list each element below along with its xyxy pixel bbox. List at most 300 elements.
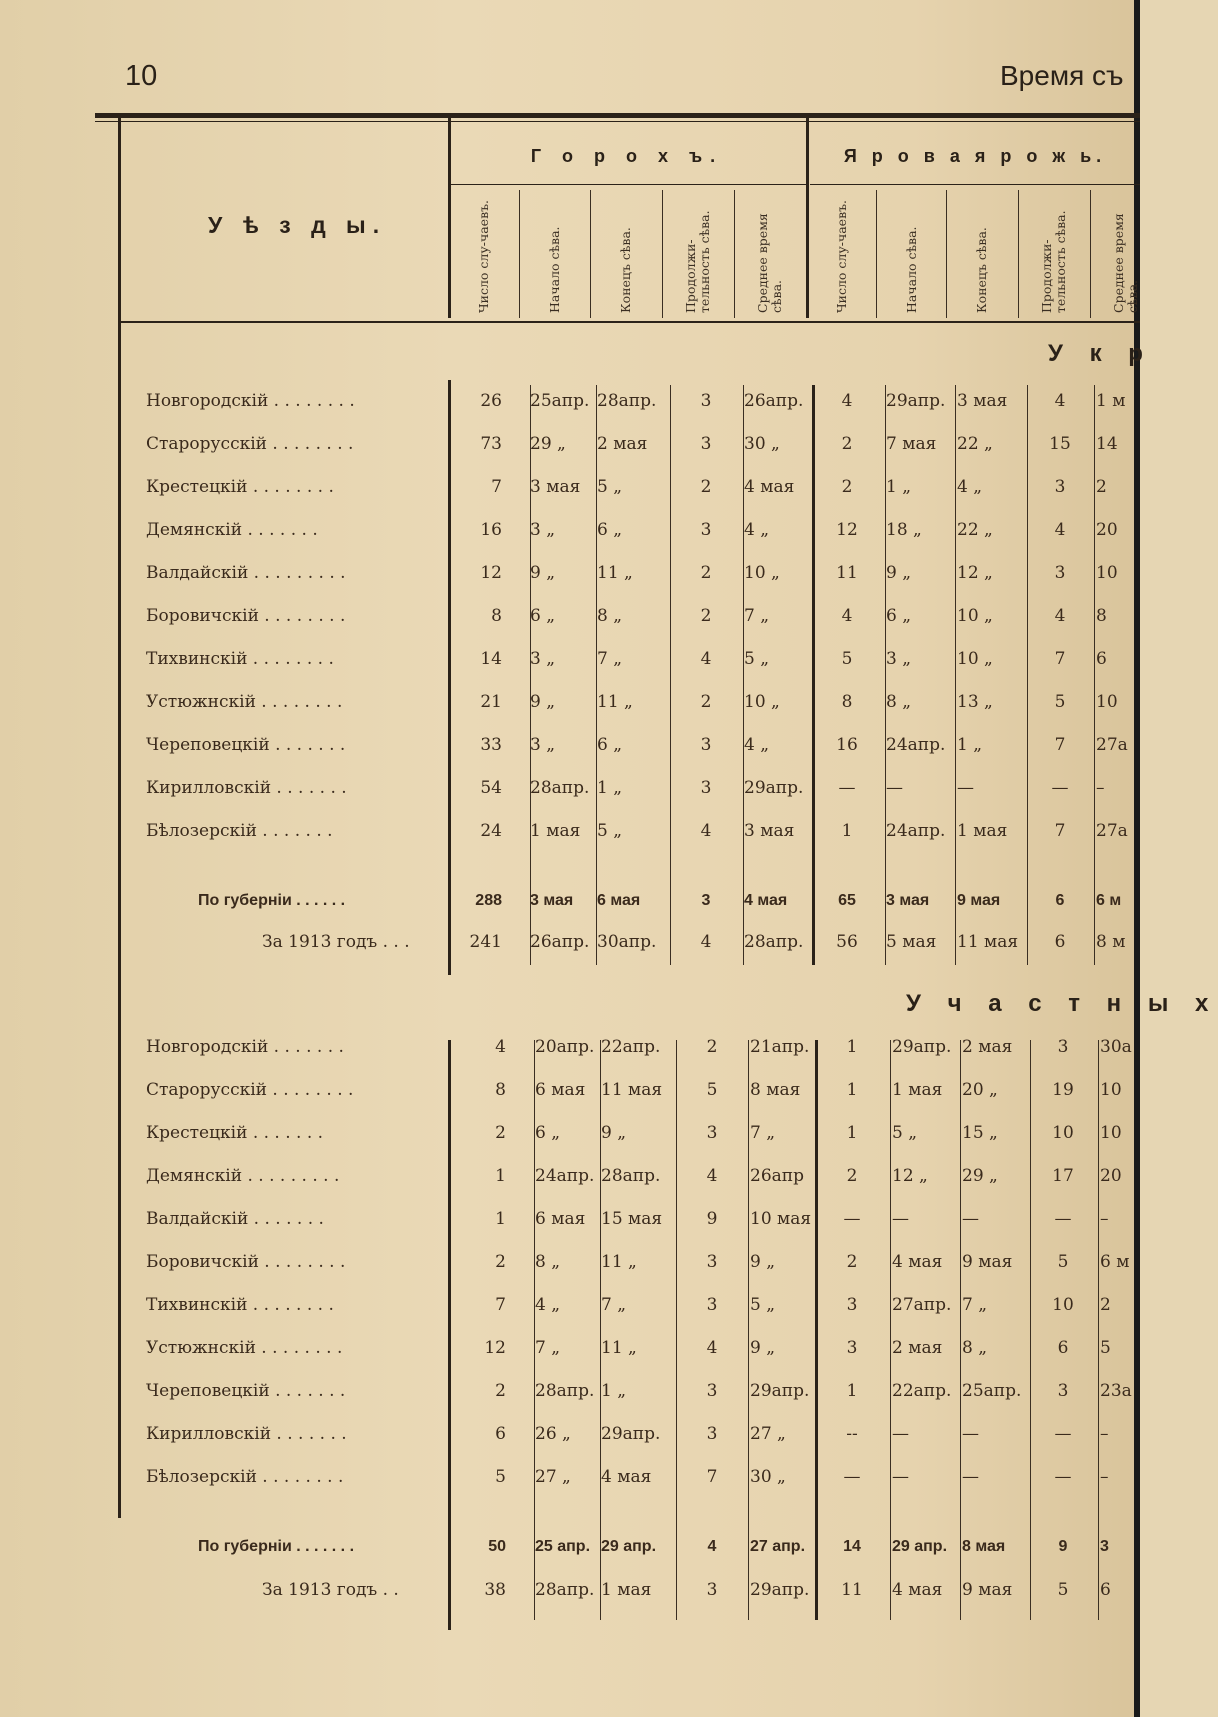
table-cell: 14 <box>480 649 502 669</box>
table-cell: 4 <box>700 821 712 841</box>
column-header: Число слу-чаевъ. <box>476 199 491 313</box>
col-sep <box>662 190 663 318</box>
district-name: Боровичскій . . . . . . . . <box>146 606 346 626</box>
district-name: Старорусскій . . . . . . . . <box>146 434 354 454</box>
table-cell: 3 „ <box>530 735 556 755</box>
table-cell: 3 <box>706 1252 718 1272</box>
table-cell: 7 „ <box>535 1338 561 1358</box>
table-cell: 29апр. <box>601 1424 661 1444</box>
table-cell: 3 <box>1054 477 1066 497</box>
table-cell: 4 <box>1054 606 1066 626</box>
top-rule-thin <box>95 121 1140 122</box>
table-cell: – <box>1096 778 1105 798</box>
table-cell: 10 „ <box>957 649 993 669</box>
table-row <box>0 644 1140 674</box>
table-row <box>0 1419 1140 1449</box>
table-cell: 4 <box>700 649 712 669</box>
table-cell: 10 „ <box>957 606 993 626</box>
table-cell: 1 мая <box>601 1580 652 1600</box>
table-cell: 29 апр. <box>601 1538 657 1555</box>
table-cell: 1 м <box>1096 391 1126 411</box>
table-cell: 2 <box>700 477 712 497</box>
table-cell: 3 мая <box>886 892 930 909</box>
table-cell: 20 <box>1096 520 1118 540</box>
table-cell: 29 „ <box>962 1166 998 1186</box>
table-cell: 8 „ <box>535 1252 561 1272</box>
table-cell: 5 <box>841 649 853 669</box>
table-cell: 10 <box>1100 1123 1122 1143</box>
table-cell: — <box>962 1467 979 1487</box>
table-cell: 22апр. <box>892 1381 952 1401</box>
table-row <box>0 558 1140 588</box>
table-cell: 2 <box>841 434 853 454</box>
column-header: Начало сѣва. <box>904 226 919 313</box>
table-cell: 3 „ <box>530 520 556 540</box>
table-cell: 1 „ <box>957 735 983 755</box>
table-cell: 288 <box>475 892 502 909</box>
table-cell: 25апр. <box>530 391 590 411</box>
table-cell: 14 <box>1096 434 1118 454</box>
table-cell: 3 <box>846 1338 858 1358</box>
table-cell: 3 <box>706 1123 718 1143</box>
district-name: Демянскій . . . . . . . . . <box>146 1166 340 1186</box>
column-header: Конецъ сѣва. <box>618 227 633 313</box>
table-cell: 5 „ <box>892 1123 918 1143</box>
table-cell: — <box>892 1467 909 1487</box>
table-row <box>0 816 1140 846</box>
table-cell: 13 „ <box>957 692 993 712</box>
table-cell: 12 „ <box>892 1166 928 1186</box>
table-cell: 27 апр. <box>750 1538 806 1555</box>
group-title-spring-rye: Я р о в а я р о ж ь. <box>843 146 1107 166</box>
table-cell: — <box>892 1424 909 1444</box>
table-cell: 29апр. <box>892 1037 952 1057</box>
table-cell: 9 „ <box>601 1123 627 1143</box>
table-cell: 18 „ <box>886 520 922 540</box>
column-header: Продолжи-тельность сѣва. <box>683 210 712 313</box>
table-row <box>0 1290 1140 1320</box>
table-cell: 29 „ <box>530 434 566 454</box>
table-cell: 10 <box>1100 1080 1122 1100</box>
table-cell: 5 <box>1054 692 1066 712</box>
table-cell: 9 „ <box>886 563 912 583</box>
table-row <box>0 601 1140 631</box>
table-cell: 7 „ <box>744 606 770 626</box>
table-cell: 2 <box>846 1166 858 1186</box>
table-cell: 3 <box>700 735 712 755</box>
table-total-row <box>0 1532 1140 1562</box>
table-cell: — <box>892 1209 909 1229</box>
table-cell: 16 <box>836 735 858 755</box>
group-title-rule-2 <box>810 184 1140 185</box>
table-cell: 4 мая <box>601 1467 652 1487</box>
column-header: Продолжи-тельность сѣва. <box>1039 210 1068 313</box>
table-cell: 17 <box>1052 1166 1074 1186</box>
table-cell: 30а <box>1100 1037 1132 1057</box>
table-cell: 4 <box>700 932 712 952</box>
table-cell: 2 <box>700 606 712 626</box>
table-cell: 2 <box>495 1381 506 1401</box>
table-cell: 1 <box>841 821 853 841</box>
table-row <box>0 515 1140 545</box>
table-cell: — <box>962 1424 979 1444</box>
table-cell: 10 „ <box>744 563 780 583</box>
table-cell: 1 <box>846 1080 858 1100</box>
table-cell: 4 <box>841 391 853 411</box>
table-cell: 4 <box>1054 391 1066 411</box>
table-cell: 2 <box>841 477 853 497</box>
table-cell: 4 мая <box>744 892 788 909</box>
table-cell: 3 <box>706 1580 718 1600</box>
table-cell: 29апр. <box>886 391 946 411</box>
table-row <box>0 1161 1140 1191</box>
table-row <box>0 1032 1140 1062</box>
table-cell: – <box>1100 1424 1109 1444</box>
table-cell: 20 <box>1100 1166 1122 1186</box>
table-cell: 1 <box>495 1209 506 1229</box>
table-cell: 27 „ <box>750 1424 786 1444</box>
table-cell: 3 „ <box>530 649 556 669</box>
table-cell: 6 мая <box>535 1209 586 1229</box>
table-cell: 3 <box>706 1381 718 1401</box>
district-name: Череповецкій . . . . . . . <box>146 1381 346 1401</box>
table-cell: 24апр. <box>535 1166 595 1186</box>
table-cell: 1 <box>495 1166 506 1186</box>
table-cell: — <box>1054 1424 1072 1444</box>
table-cell: 11 <box>836 563 858 583</box>
district-name: Череповецкій . . . . . . . <box>146 735 346 755</box>
table-cell: 28апр. <box>530 778 590 798</box>
section-title-private: У ч а с т н ы х <box>906 990 1218 1017</box>
table-cell: 73 <box>480 434 502 454</box>
table-cell: 2 <box>1100 1295 1111 1315</box>
table-cell: 3 <box>1057 1037 1069 1057</box>
col-sep <box>1018 190 1019 318</box>
table-cell: 10 мая <box>750 1209 812 1229</box>
table-cell: 28апр. <box>535 1580 595 1600</box>
table-cell: 2 мая <box>597 434 648 454</box>
district-name: Демянскій . . . . . . . <box>146 520 318 540</box>
table-cell: 4 <box>495 1037 506 1057</box>
table-row <box>0 730 1140 760</box>
district-name: Бѣлозерскій . . . . . . . . <box>146 1467 344 1487</box>
table-cell: 6 <box>495 1424 506 1444</box>
table-cell: 4 „ <box>535 1295 561 1315</box>
header-bottom-rule <box>118 321 1140 323</box>
table-cell: 6 <box>1055 892 1065 909</box>
column-header: Конецъ сѣва. <box>974 227 989 313</box>
table-cell: 10 <box>1096 563 1118 583</box>
table-cell: 8 <box>491 606 502 626</box>
table-cell: 3 „ <box>886 649 912 669</box>
table-cell: 6 „ <box>886 606 912 626</box>
table-cell: 25апр. <box>962 1381 1022 1401</box>
table-cell: 6 „ <box>530 606 556 626</box>
table-cell: 7 <box>495 1295 506 1315</box>
table-cell: -- <box>846 1424 858 1444</box>
table-cell: 8 <box>841 692 853 712</box>
table-cell: 16 <box>480 520 502 540</box>
table-cell: 20 „ <box>962 1080 998 1100</box>
table-cell: 1 мая <box>892 1080 943 1100</box>
table-cell: 3 мая <box>530 477 581 497</box>
table-cell: 4 <box>841 606 853 626</box>
table-cell: 23а <box>1100 1381 1132 1401</box>
table-cell: 6 „ <box>535 1123 561 1143</box>
table-cell: 33 <box>480 735 502 755</box>
table-row <box>0 1204 1140 1234</box>
table-cell: 3 <box>706 1424 718 1444</box>
table-cell: 10 <box>1096 692 1118 712</box>
table-cell: — <box>962 1209 979 1229</box>
col-sep <box>876 190 877 318</box>
table-cell: 21 <box>480 692 502 712</box>
table-cell: 14 <box>843 1538 861 1555</box>
table-cell: — <box>1051 778 1069 798</box>
table-cell: 12 „ <box>957 563 993 583</box>
table-cell: 9 „ <box>530 563 556 583</box>
table-row <box>0 429 1140 459</box>
table-cell: 5 <box>706 1080 718 1100</box>
district-name: Крестецкій . . . . . . . <box>146 1123 324 1143</box>
table-cell: 11 „ <box>597 563 633 583</box>
table-cell: 2 <box>700 692 712 712</box>
table-cell: 3 <box>700 434 712 454</box>
table-cell: 5 <box>1057 1252 1069 1272</box>
table-cell: 7 <box>1054 821 1066 841</box>
table-cell: 7 <box>1054 735 1066 755</box>
table-cell: 1 <box>846 1037 858 1057</box>
district-name: Старорусскій . . . . . . . . <box>146 1080 354 1100</box>
table-cell: 5 „ <box>597 477 623 497</box>
table-cell: 6 „ <box>597 735 623 755</box>
table-cell: 5 <box>495 1467 506 1487</box>
table-cell: 3 мая <box>530 892 574 909</box>
table-cell: 11 <box>841 1580 863 1600</box>
table-cell: 5 „ <box>744 649 770 669</box>
table-cell: 8 „ <box>962 1338 988 1358</box>
table-cell: 10 <box>1052 1123 1074 1143</box>
district-name: Новгородскій . . . . . . . <box>146 1037 344 1057</box>
table-cell: 50 <box>488 1538 506 1555</box>
section-title-crown-lands: У к р <box>1048 340 1153 367</box>
district-name: По губерніи . . . . . . . <box>198 1538 355 1555</box>
table-cell: 3 <box>1054 563 1066 583</box>
table-cell: 3 мая <box>957 391 1008 411</box>
table-cell: 29 апр. <box>892 1538 948 1555</box>
table-cell: 27а <box>1096 735 1128 755</box>
table-cell: 3 <box>700 520 712 540</box>
table-cell: 30 „ <box>744 434 780 454</box>
table-cell: 3 <box>1057 1381 1069 1401</box>
table-cell: 1 „ <box>886 477 912 497</box>
table-cell: 4 <box>707 1538 717 1555</box>
table-cell: 9 „ <box>750 1252 776 1272</box>
table-cell: 22 „ <box>957 434 993 454</box>
table-row <box>0 386 1140 416</box>
table-cell: 9 мая <box>962 1580 1013 1600</box>
table-cell: 1 мая <box>957 821 1008 841</box>
table-cell: 8 „ <box>886 692 912 712</box>
table-cell: 7 „ <box>962 1295 988 1315</box>
table-cell: 6 <box>1096 649 1107 669</box>
table-cell: 8 <box>495 1080 506 1100</box>
table-cell: 2 <box>495 1123 506 1143</box>
table-cell: — <box>1054 1467 1072 1487</box>
col-sep <box>590 190 591 318</box>
district-name: Тихвинскій . . . . . . . . <box>146 649 334 669</box>
table-cell: 9 <box>706 1209 718 1229</box>
table-cell: 29апр. <box>750 1381 810 1401</box>
table-cell: 10 <box>1052 1295 1074 1315</box>
table-total-row <box>0 886 1140 916</box>
district-name: Валдайскій . . . . . . . <box>146 1209 324 1229</box>
table-cell: — <box>1054 1209 1072 1229</box>
table-cell: 4 мая <box>892 1252 943 1272</box>
column-header: Число слу-чаевъ. <box>834 199 849 313</box>
table-cell: 11 мая <box>601 1080 663 1100</box>
table-cell: 6 м <box>1100 1252 1130 1272</box>
table-cell: 4 „ <box>957 477 983 497</box>
table-cell: 22апр. <box>601 1037 661 1057</box>
table-cell: 24 <box>480 821 502 841</box>
table-cell: 1 мая <box>530 821 581 841</box>
table-cell: 3 <box>706 1295 718 1315</box>
district-name: Кирилловскій . . . . . . . <box>146 778 347 798</box>
table-row <box>0 1462 1140 1492</box>
table-cell: 9 „ <box>530 692 556 712</box>
table-cell: — <box>843 1467 861 1487</box>
table-cell: 2 <box>706 1037 718 1057</box>
district-name: Боровичскій . . . . . . . . <box>146 1252 346 1272</box>
table-cell: 10 „ <box>744 692 780 712</box>
table-cell: 1 <box>846 1381 858 1401</box>
table-cell: 20апр. <box>535 1037 595 1057</box>
table-cell: 4 мая <box>892 1580 943 1600</box>
table-cell: 5 <box>1100 1338 1111 1358</box>
table-row <box>0 472 1140 502</box>
table-cell: 7 <box>706 1467 718 1487</box>
table-cell: 9 мая <box>957 892 1001 909</box>
table-cell: 3 <box>700 778 712 798</box>
table-cell: 28апр. <box>535 1381 595 1401</box>
column-header: Среднее время сѣва. <box>755 213 784 313</box>
table-cell: 15 <box>1049 434 1071 454</box>
table-row <box>0 1376 1140 1406</box>
table-cell: – <box>1100 1467 1109 1487</box>
table-cell: 8 мая <box>750 1080 801 1100</box>
table-cell: 12 <box>480 563 502 583</box>
table-cell: 8 „ <box>597 606 623 626</box>
district-name: Устюжнскій . . . . . . . . <box>146 1338 343 1358</box>
district-column-header: У ѣ з д ы. <box>208 212 387 238</box>
table-cell: 1 <box>846 1123 858 1143</box>
table-cell: 29апр. <box>744 778 804 798</box>
district-name: Устюжнскій . . . . . . . . <box>146 692 343 712</box>
table-total-row <box>0 1575 1140 1605</box>
table-cell: 24апр. <box>886 821 946 841</box>
table-cell: 26апр. <box>744 391 804 411</box>
table-cell: — <box>957 778 974 798</box>
table-cell: 9 мая <box>962 1252 1013 1272</box>
col-sep <box>1090 190 1091 318</box>
table-cell: 4 „ <box>744 735 770 755</box>
table-cell: 5 мая <box>886 932 937 952</box>
table-total-row <box>0 927 1140 957</box>
table-row <box>0 1075 1140 1105</box>
table-cell: 1 „ <box>601 1381 627 1401</box>
table-cell: 56 <box>836 932 858 952</box>
table-cell: 25 апр. <box>535 1538 591 1555</box>
col-sep <box>519 190 520 318</box>
table-cell: 6 <box>1057 1338 1069 1358</box>
table-cell: 4 <box>706 1166 718 1186</box>
table-cell: 29апр. <box>750 1580 810 1600</box>
table-cell: — <box>886 778 903 798</box>
table-row <box>0 1118 1140 1148</box>
table-row <box>0 687 1140 717</box>
district-name: Тихвинскій . . . . . . . . <box>146 1295 334 1315</box>
table-cell: 27 „ <box>535 1467 571 1487</box>
table-cell: 4 <box>706 1338 718 1358</box>
table-cell: 1 „ <box>597 778 623 798</box>
table-cell: 26 <box>480 391 502 411</box>
table-cell: 6 „ <box>597 520 623 540</box>
district-name: Кирилловскій . . . . . . . <box>146 1424 347 1444</box>
table-cell: 4 мая <box>744 477 795 497</box>
table-cell: 26апр. <box>530 932 590 952</box>
district-name: Новгородскій . . . . . . . . <box>146 391 355 411</box>
table-cell: 28апр. <box>744 932 804 952</box>
table-cell: 28апр. <box>597 391 657 411</box>
table-cell: 5 „ <box>597 821 623 841</box>
district-name: За 1913 годъ . . . <box>262 932 410 952</box>
table-cell: 22 „ <box>957 520 993 540</box>
table-cell: 2 <box>1096 477 1107 497</box>
table-cell: 30апр. <box>597 932 657 952</box>
table-cell: 7 „ <box>597 649 623 669</box>
table-cell: 21апр. <box>750 1037 810 1057</box>
table-cell: 24апр. <box>886 735 946 755</box>
table-cell: 7 „ <box>750 1123 776 1143</box>
table-cell: 15 „ <box>962 1123 998 1143</box>
table-cell: 19 <box>1052 1080 1074 1100</box>
table-cell: 6 мая <box>535 1080 586 1100</box>
table-cell: 3 мая <box>744 821 795 841</box>
table-cell: 27а <box>1096 821 1128 841</box>
table-cell: 2 <box>495 1252 506 1272</box>
table-row <box>0 773 1140 803</box>
district-name: Крестецкій . . . . . . . . <box>146 477 334 497</box>
table-cell: 4 „ <box>744 520 770 540</box>
table-cell: 15 мая <box>601 1209 663 1229</box>
col-sep <box>734 190 735 318</box>
table-cell: — <box>843 1209 861 1229</box>
table-cell: 30 „ <box>750 1467 786 1487</box>
table-cell: 6 мая <box>597 892 641 909</box>
table-cell: 8 м <box>1096 932 1126 952</box>
table-cell: 27апр. <box>892 1295 952 1315</box>
district-name: По губерніи . . . . . . <box>198 892 346 909</box>
table-cell: 241 <box>469 932 502 952</box>
table-cell: 12 <box>836 520 858 540</box>
table-cell: 11 „ <box>601 1338 637 1358</box>
table-cell: 26апр <box>750 1166 804 1186</box>
table-cell: 28апр. <box>601 1166 661 1186</box>
top-rule <box>95 113 1140 118</box>
table-cell: 3 <box>1100 1538 1109 1555</box>
table-cell: – <box>1100 1209 1109 1229</box>
